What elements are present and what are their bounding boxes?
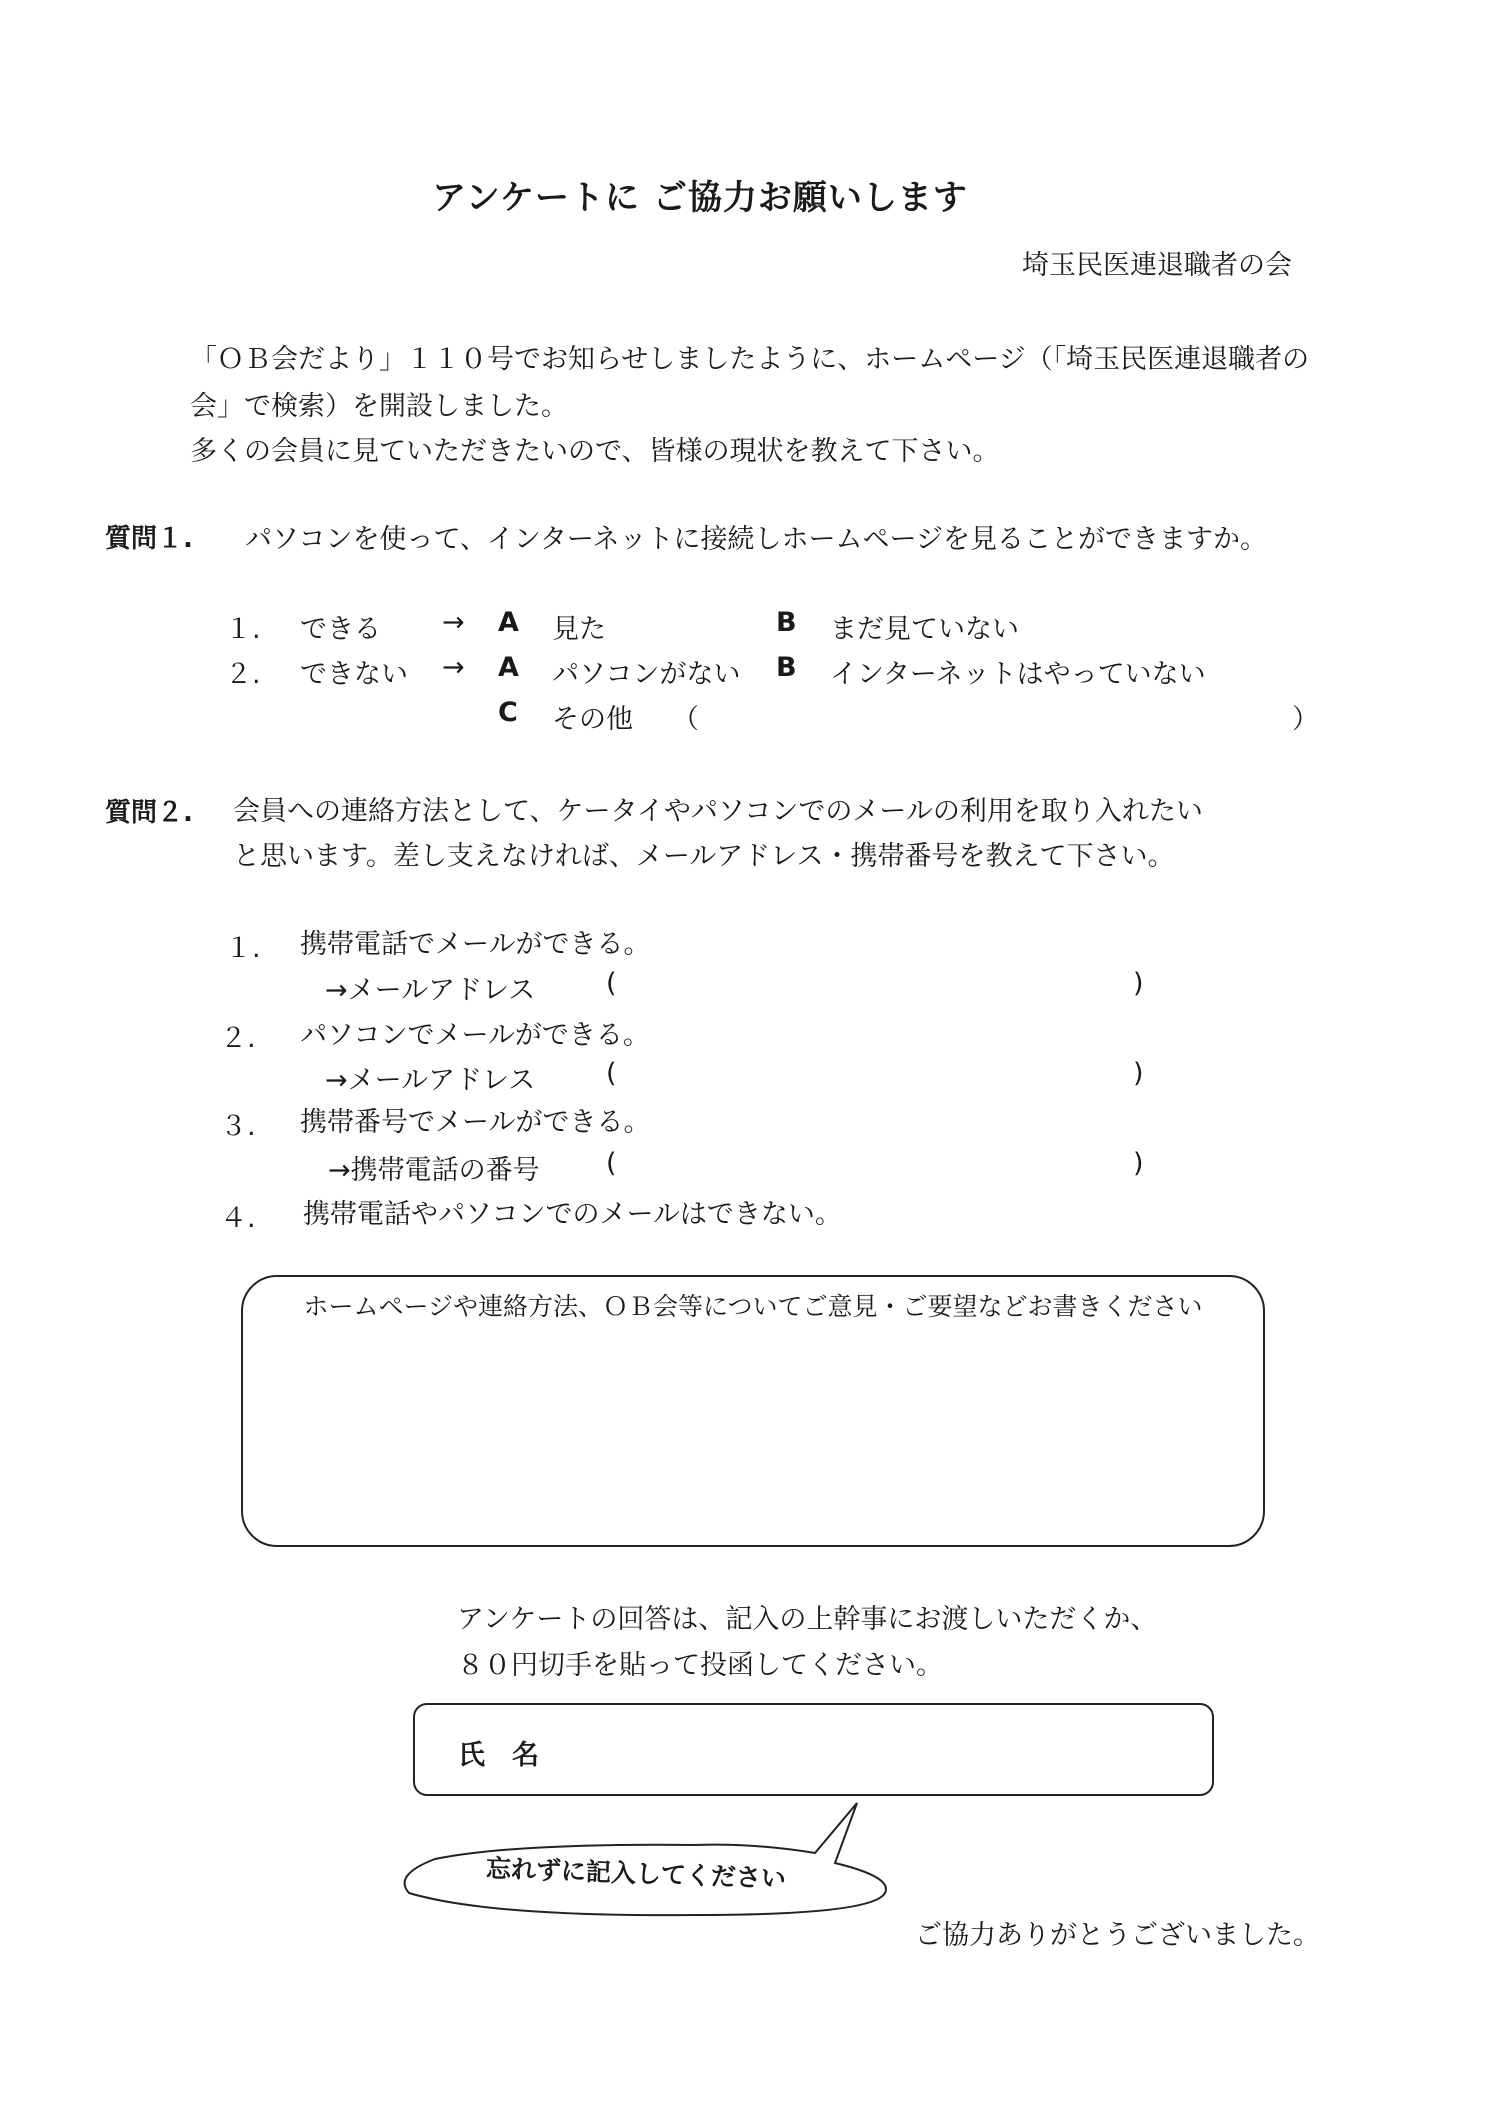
q1-opt1-text[interactable]: できる — [300, 614, 381, 645]
q2-question-line-1: 会員への連絡方法として、ケータイやパソコンでのメールの利用を取り入れたい — [233, 796, 1203, 827]
q1-other-close-paren: ） — [1292, 704, 1319, 735]
comments-box[interactable] — [241, 1275, 1265, 1547]
intro-line-3: 多くの会員に見ていただきたいので、皆様の現状を教えて下さい。 — [190, 436, 1000, 467]
q2-item-1-num: １. — [225, 933, 261, 964]
q2-item-3-sub: →携帯電話の番号 — [328, 1155, 540, 1186]
return-note-line-1: アンケートの回答は、記入の上幹事にお渡しいただくか、 — [457, 1604, 1158, 1635]
q2-item-1-input[interactable] — [625, 963, 1130, 1001]
return-note-line-2: ８０円切手を貼って投函してください。 — [457, 1650, 943, 1681]
q2-item-2-sub: →メールアドレス — [325, 1065, 536, 1096]
q2-item-2-open: ( — [606, 1058, 617, 1089]
q2-item-2-num: ２. — [220, 1023, 256, 1054]
q1-opt2-num: ２. — [225, 659, 261, 690]
q1-label: 質問１. — [105, 524, 193, 554]
page-title: アンケートに ご協力お願いします — [432, 178, 968, 218]
q1-opt2-b-text[interactable]: インターネットはやっていない — [830, 659, 1206, 690]
q2-item-3-open: ( — [606, 1148, 617, 1179]
q1-opt1-num: １. — [225, 614, 261, 645]
q2-item-4-num: ４. — [220, 1203, 256, 1234]
q2-item-4-text[interactable]: 携帯電話やパソコンでのメールはできない。 — [303, 1199, 842, 1230]
q2-item-1-text[interactable]: 携帯電話でメールができる。 — [300, 929, 651, 960]
q2-item-2-text[interactable]: パソコンでメールができる。 — [300, 1020, 650, 1051]
q2-item-1-open: ( — [606, 968, 617, 999]
q1-opt2-c-letter: C — [498, 697, 518, 728]
q2-item-1-close: ) — [1133, 968, 1144, 999]
q1-opt1-a-text[interactable]: 見た — [552, 614, 606, 645]
q1-opt2-c-text[interactable]: その他 — [552, 704, 633, 735]
comments-box-title: ホームページや連絡方法、ＯＢ会等についてご意見・ご要望などお書きください — [303, 1292, 1203, 1321]
q2-item-1-sub: →メールアドレス — [325, 975, 536, 1006]
q2-item-3-close: ) — [1133, 1148, 1144, 1179]
arrow-icon: → — [442, 607, 465, 638]
q2-item-3-text[interactable]: 携帯番号でメールができる。 — [300, 1107, 651, 1138]
q1-opt1-b-text[interactable]: まだ見ていない — [830, 614, 1019, 645]
q2-question-line-2: と思います。差し支えなければ、メールアドレス・携帯番号を教えて下さい。 — [233, 841, 1175, 872]
q2-item-2-close: ) — [1133, 1058, 1144, 1089]
reminder-text: 忘れずに記入してください — [485, 1853, 787, 1894]
q1-other-input[interactable] — [700, 692, 1290, 730]
q1-opt2-a-letter: A — [498, 652, 519, 683]
intro-line-2: 会」で検索）を開設しました。 — [190, 391, 568, 422]
q1-opt2-b-letter: B — [776, 652, 797, 683]
q1-opt2-text[interactable]: できない — [300, 659, 408, 690]
q2-item-3-input[interactable] — [625, 1143, 1130, 1181]
intro-line-1: 「ＯＢ会だより」１１０号でお知らせしましたように、ホームページ（「埼玉民医連退職者の — [190, 344, 1310, 375]
q2-item-3-num: ３. — [220, 1111, 256, 1142]
q1-question: パソコンを使って、インターネットに接続しホームページを見ることができますか。 — [245, 524, 1267, 555]
q1-opt1-a-letter: A — [498, 607, 519, 638]
name-field[interactable] — [413, 1703, 1214, 1796]
q2-item-2-input[interactable] — [625, 1053, 1130, 1091]
organization-name: 埼玉民医連退職者の会 — [1022, 250, 1292, 281]
arrow-icon: → — [442, 652, 465, 683]
q1-opt1-b-letter: B — [776, 607, 797, 638]
q1-opt2-a-text[interactable]: パソコンがない — [552, 659, 741, 690]
q2-label: 質問２. — [105, 798, 193, 828]
thanks-text: ご協力ありがとうございました。 — [915, 1920, 1320, 1951]
name-field-label: 氏 名 — [458, 1740, 539, 1771]
q1-other-open-paren: （ — [672, 704, 699, 735]
